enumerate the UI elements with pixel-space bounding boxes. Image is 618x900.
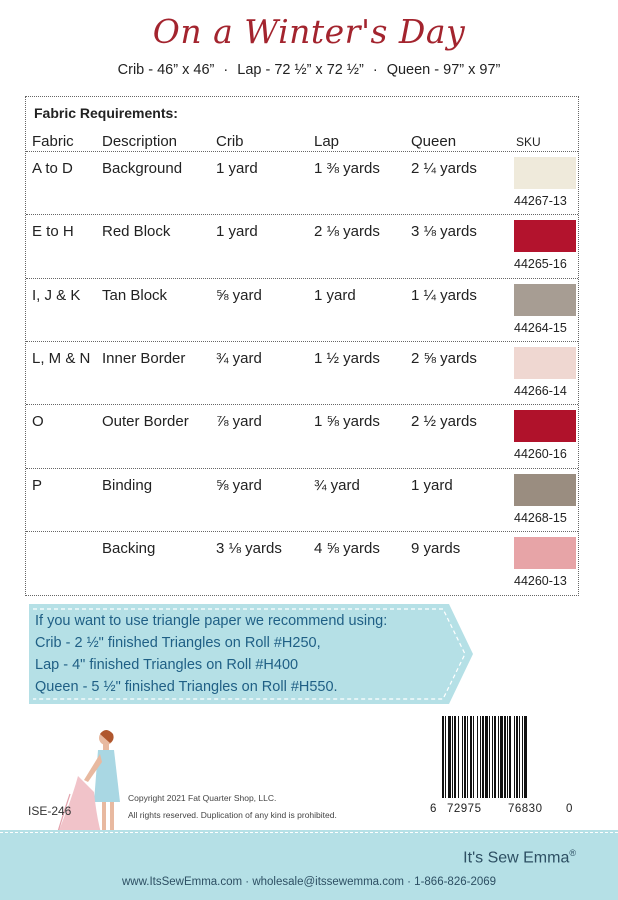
cell-fabric: E to H: [32, 223, 74, 241]
barcode-bar: [507, 716, 508, 798]
fabric-swatch: [514, 220, 576, 252]
cell-queen: 2 ½ yards: [411, 413, 477, 431]
cell-lap: 4 ⅝ yards: [314, 539, 380, 557]
cell-crib: ⅝ yard: [216, 286, 262, 304]
cell-lap: 1 ½ yards: [314, 349, 380, 367]
header-queen: Queen: [411, 133, 457, 150]
barcode-bar: [509, 716, 511, 798]
cell-description: Inner Border: [102, 349, 186, 367]
barcode-bar: [480, 716, 481, 798]
fabric-swatch: [514, 157, 576, 189]
barcode-bar: [477, 716, 478, 798]
barcode-bar: [485, 716, 488, 798]
note-line: Lap - 4" finished Triangles on Roll #H400: [35, 657, 299, 673]
size-crib: Crib - 46” x 46”: [117, 62, 215, 78]
cell-fabric: P: [32, 476, 43, 494]
cell-lap: ¾ yard: [314, 476, 360, 494]
cell-sku: 44267-13: [514, 194, 567, 208]
barcode-bar: [494, 716, 496, 798]
fabric-requirements-table: [25, 96, 579, 596]
barcode-bar: [464, 716, 466, 798]
cell-sku: 44265-16: [514, 257, 567, 272]
copyright-line: All rights reserved. Duplication of any kind is prohibited.: [128, 810, 337, 820]
fabric-row: [26, 531, 578, 594]
fabric-row: [26, 151, 578, 214]
note-line: Crib - 2 ½" finished Triangles on Roll #H250,: [35, 635, 321, 651]
barcode-bar: [519, 716, 520, 798]
barcode-bar: [522, 716, 523, 798]
cell-crib: ⅝ yard: [216, 476, 262, 494]
cell-fabric: L, M & N: [32, 349, 91, 367]
cell-description: Background: [102, 160, 183, 177]
size-lap: Lap - 72 ½” x 72 ½”: [237, 62, 364, 78]
barcode-group2: 76830: [508, 803, 543, 815]
cell-description: Backing: [102, 539, 156, 557]
cell-lap: 1 yard: [314, 286, 356, 304]
barcode-bar: [524, 716, 527, 798]
barcode-bar: [492, 716, 493, 798]
barcode-bar: [498, 716, 499, 798]
cell-crib: 1 yard: [216, 223, 258, 241]
barcode-bar: [500, 716, 503, 798]
barcode-bar: [504, 716, 506, 798]
cell-queen: 9 yards: [411, 539, 461, 557]
cell-crib: ¾ yard: [216, 349, 262, 367]
cell-queen: 3 ⅛ yards: [411, 223, 477, 241]
barcode-bar: [467, 716, 468, 798]
size-separator: ·: [223, 62, 229, 78]
note-line: If you want to use triangle paper we recommend using:: [35, 613, 388, 629]
size-queen: Queen - 97” x 97”: [386, 62, 501, 78]
cell-description: Binding: [102, 476, 153, 494]
pattern-title: On a Winter's Day: [152, 12, 466, 51]
fabric-swatch: [514, 347, 576, 379]
barcode-bar: [473, 716, 474, 798]
cell-lap: 1 ⅝ yards: [314, 413, 380, 431]
barcode-bar: [516, 716, 518, 798]
header-description: Description: [102, 133, 178, 150]
cell-crib: ⅞ yard: [216, 413, 262, 431]
cell-fabric: O: [32, 413, 44, 431]
barcode-bar: [458, 716, 459, 798]
pattern-code: ISE-246: [28, 804, 72, 818]
barcode-group1: 72975: [447, 803, 482, 815]
fabric-row: [26, 404, 578, 467]
barcode-bar: [470, 716, 472, 798]
registered-mark: ®: [569, 848, 576, 858]
cell-fabric: A to D: [32, 160, 73, 177]
cell-crib: 3 ⅛ yards: [216, 539, 282, 557]
copyright-line: Copyright 2021 Fat Quarter Shop, LLC.: [128, 793, 277, 803]
fabric-swatch: [514, 284, 576, 316]
cell-sku: 44266-14: [514, 383, 567, 398]
fabric-swatch: [514, 537, 576, 569]
requirements-title: Fabric Requirements:: [34, 105, 178, 121]
barcode-bar: [462, 716, 463, 798]
barcode-left-digit: 6: [430, 803, 437, 815]
barcode-bar: [482, 716, 484, 798]
barcode-right-digit: 0: [566, 803, 573, 815]
cell-sku: 44260-13: [514, 573, 567, 588]
barcode-bar: [489, 716, 490, 798]
cell-crib: 1 yard: [216, 160, 258, 177]
barcode-image: [440, 716, 570, 798]
header-fabric: Fabric: [32, 133, 74, 150]
barcode-bar: [448, 716, 451, 798]
cell-sku: 44260-16: [514, 447, 567, 462]
barcode-bar: [454, 716, 456, 798]
header-crib: Crib: [216, 133, 244, 150]
fabric-swatch: [514, 410, 576, 442]
contact-info: www.ItsSewEmma.com · wholesale@itssewemma.com · 1-866-826-2069: [121, 876, 497, 888]
fabric-swatch: [514, 474, 576, 506]
barcode-bar: [452, 716, 453, 798]
footer-dashed-line: [0, 832, 618, 833]
cell-queen: 1 yard: [411, 476, 453, 494]
size-separator: ·: [372, 62, 378, 78]
fabric-row: [26, 278, 578, 341]
cell-description: Red Block: [102, 223, 171, 241]
cell-description: Tan Block: [102, 286, 168, 304]
brand-name: [463, 848, 576, 867]
copyright-notice: [128, 790, 337, 824]
header-lap: Lap: [314, 133, 340, 150]
barcode-bar: [445, 716, 446, 798]
triangle-paper-note: [35, 610, 387, 698]
cell-description: Outer Border: [102, 413, 189, 431]
header-sku: SKU: [516, 135, 541, 149]
quilt-sizes: [0, 62, 618, 78]
note-line: Queen - 5 ½" finished Triangles on Roll #H550.: [35, 679, 338, 695]
cell-sku: 44264-15: [514, 320, 567, 335]
brand-text: It's Sew Emma: [463, 849, 570, 867]
cell-queen: 2 ⅝ yards: [411, 349, 477, 367]
fabric-row: [26, 341, 578, 404]
fabric-row: [26, 214, 578, 277]
cell-lap: 1 ⅜ yards: [314, 160, 380, 177]
barcode-bar: [514, 716, 515, 798]
cell-lap: 2 ⅛ yards: [314, 223, 380, 241]
fabric-row: [26, 468, 578, 531]
cell-sku: 44268-15: [514, 510, 567, 525]
cell-fabric: I, J & K: [32, 286, 81, 304]
cell-queen: 1 ¼ yards: [411, 286, 477, 304]
cell-queen: 2 ¼ yards: [411, 160, 477, 177]
barcode-bar: [442, 716, 444, 798]
